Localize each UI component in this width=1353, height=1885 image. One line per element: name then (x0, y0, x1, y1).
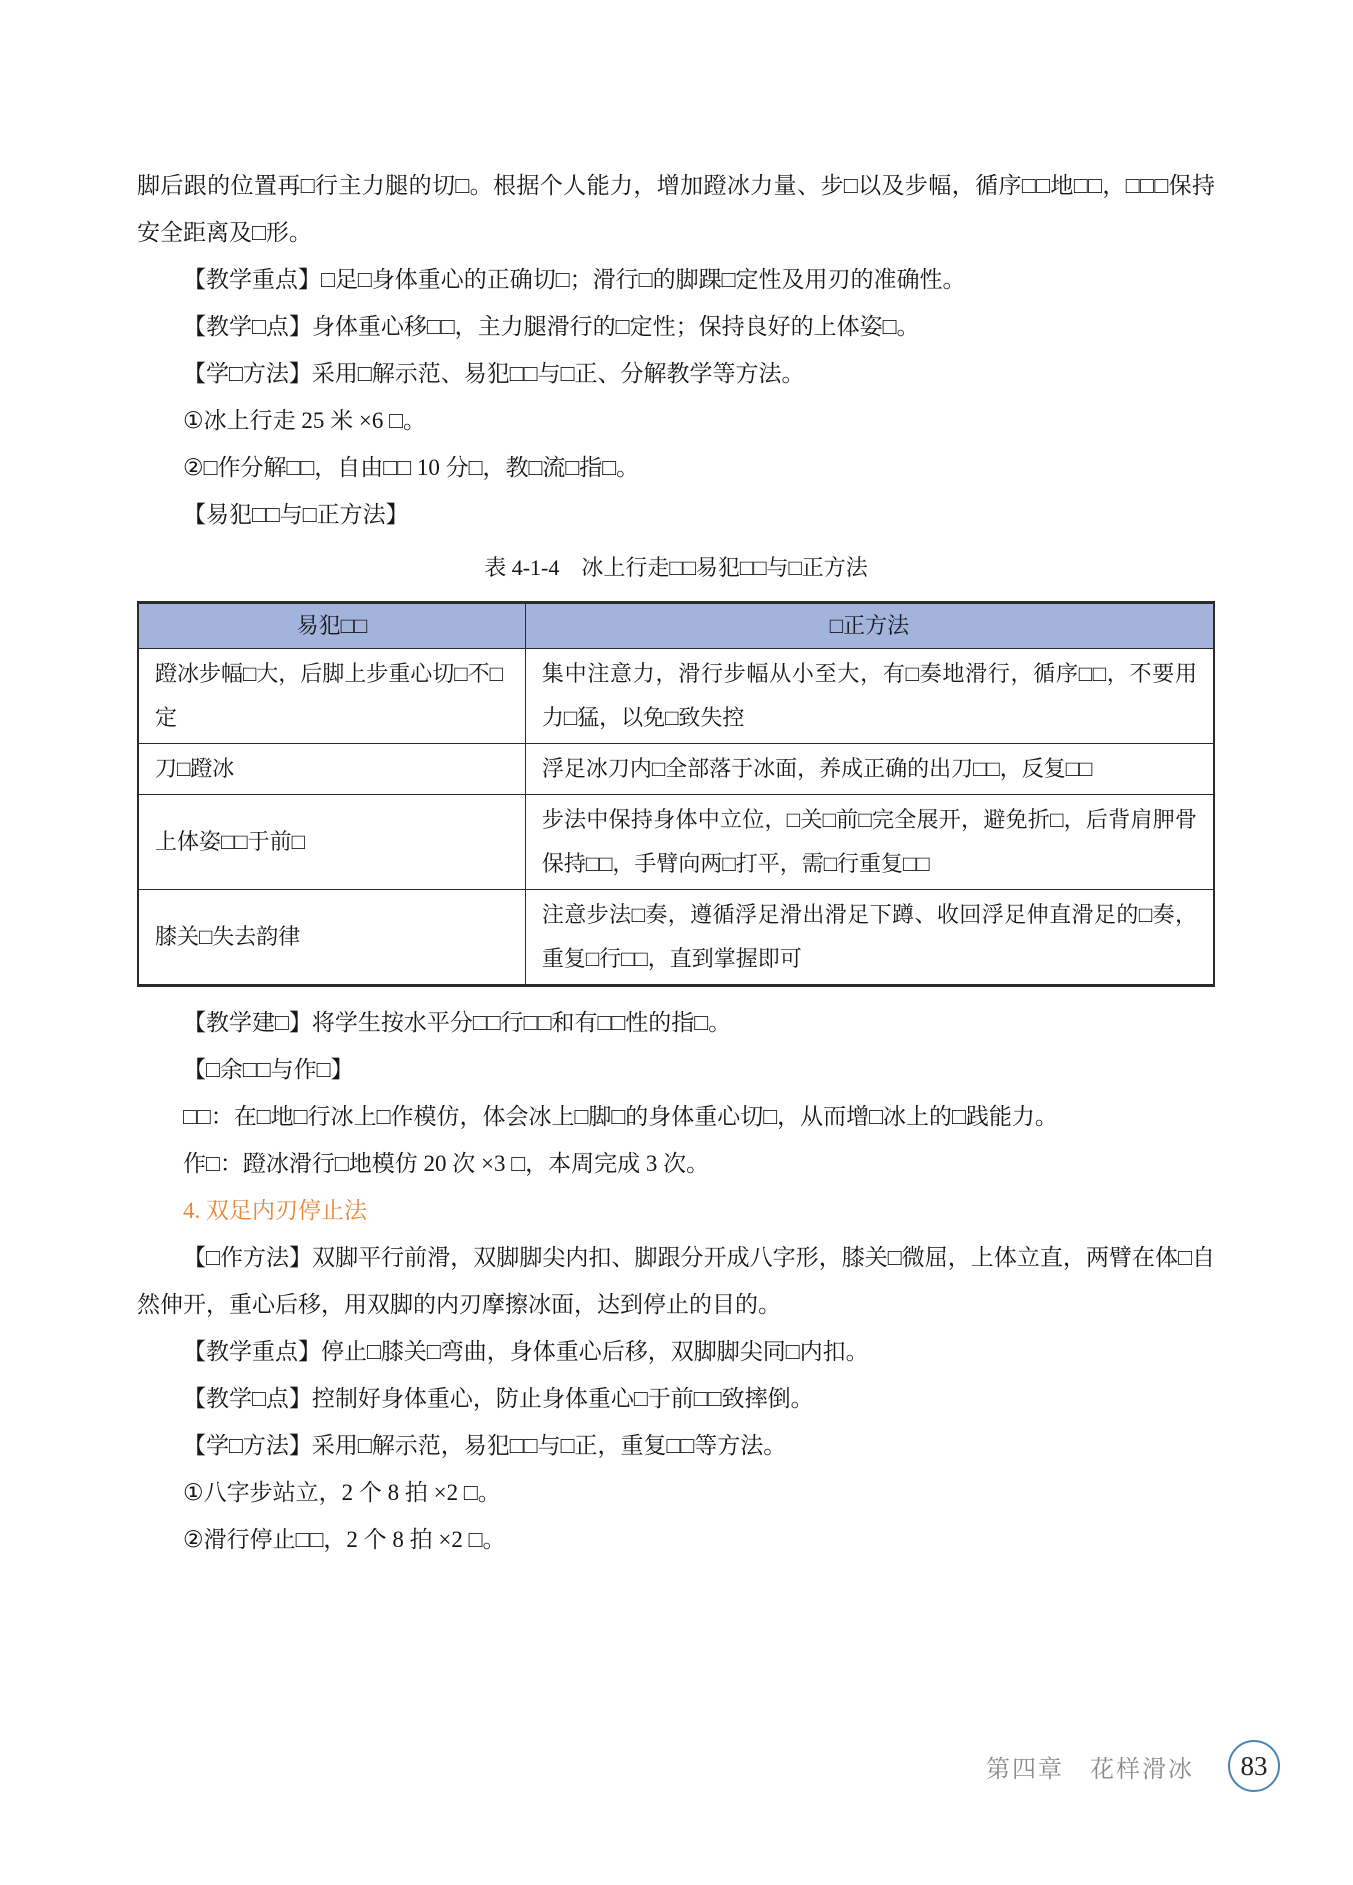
section-heading-two-foot-stop: 4. 双足内刃停止法 (183, 1198, 367, 1223)
paragraph-action-method: 【□作方法】双脚平行前滑，双脚脚尖内扣、脚跟分开成八字形，膝关□微屈，上体立直，两臂在体□自然伸开，重心后移，用双脚的内刃摩擦冰面，达到停止的目的。 (137, 1245, 1215, 1317)
page-content (137, 162, 1215, 1563)
error-cell: 蹬冰步幅□大，后脚上步重心切□不□定 (138, 649, 525, 744)
paragraph-teaching-difficulty-2: 【教学□点】控制好身体重心，防止身体重心□于前□□致摔倒。 (183, 1386, 814, 1411)
table-header-correction: □正方法 (525, 603, 1214, 649)
label-extracurricular-homework: 【□余□□与作□】 (183, 1057, 354, 1082)
correction-cell: 步法中保持身体中立位，□关□前□完全展开，避免折□，后背肩胛骨保持□□，手臂向两□打平，需□行重复□□ (525, 795, 1214, 890)
error-cell: 膝关□失去韵律 (138, 890, 525, 986)
page-footer (986, 1740, 1280, 1792)
list-item-action-breakdown: ②□作分解□□，自由□□ 10 分□，教□流□指□。 (183, 455, 640, 480)
paragraph-continuation: 脚后跟的位置再□行主力腿的切□。根据个人能力，增加蹬冰力量、步□以及步幅，循序□□地□□，□□□保持安全距离及□形。 (137, 173, 1215, 245)
table-row (138, 890, 1214, 986)
paragraph-learning-method: 【学□方法】采用□解示范、易犯□□与□正、分解教学等方法。 (183, 361, 805, 386)
footer-chapter-label: 第四章 花样滑冰 (986, 1756, 1194, 1783)
error-cell: 刀□蹬冰 (138, 744, 525, 795)
errors-correction-table (137, 601, 1215, 987)
correction-cell: 注意步法□奏，遵循浮足滑出滑足下蹲、收回浮足伸直滑足的□奏，重复□行□□，直到掌握即可 (525, 890, 1214, 986)
error-cell: 上体姿□□于前□ (138, 795, 525, 890)
list-item-figure-eight-stand: ①八字步站立，2 个 8 拍 ×2 □。 (183, 1480, 501, 1505)
paragraph-homework: 作□：蹬冰滑行□地模仿 20 次 ×3 □，本周完成 3 次。 (183, 1151, 710, 1176)
paragraph-teaching-focus: 【教学重点】□足□身体重心的正确切□；滑行□的脚踝□定性及用刃的准确性。 (183, 267, 966, 292)
table-header-row (138, 603, 1214, 649)
list-item-ice-walk: ①冰上行走 25 米 ×6 □。 (183, 408, 426, 433)
list-item-glide-stop: ②滑行停止□□，2 个 8 拍 ×2 □。 (183, 1527, 506, 1552)
correction-cell: 集中注意力，滑行步幅从小至大，有□奏地滑行，循序□□，不要用力□猛，以免□致失控 (525, 649, 1214, 744)
table-row (138, 649, 1214, 744)
paragraph-teaching-difficulty: 【教学□点】身体重心移□□，主力腿滑行的□定性；保持良好的上体姿□。 (183, 314, 920, 339)
correction-cell: 浮足冰刀内□全部落于冰面，养成正确的出刀□□，反复□□ (525, 744, 1214, 795)
paragraph-teaching-suggestion: 【教学建□】将学生按水平分□□行□□和有□□性的指□。 (183, 1010, 732, 1035)
label-common-errors: 【易犯□□与□正方法】 (183, 502, 409, 527)
paragraph-learning-method-2: 【学□方法】采用□解示范，易犯□□与□正，重复□□等方法。 (183, 1433, 787, 1458)
paragraph-practice: □□：在□地□行冰上□作模仿，体会冰上□脚□的身体重心切□，从而增□冰上的□践能力。 (183, 1104, 1058, 1129)
table-caption: 表 4-1-4 冰上行走□□易犯□□与□正方法 (484, 555, 868, 580)
table-header-error: 易犯□□ (138, 603, 525, 649)
paragraph-teaching-focus-2: 【教学重点】停止□膝关□弯曲，身体重心后移，双脚脚尖同□内扣。 (183, 1339, 869, 1364)
table-row (138, 744, 1214, 795)
page-number-badge: 83 (1228, 1740, 1280, 1792)
table-row (138, 795, 1214, 890)
